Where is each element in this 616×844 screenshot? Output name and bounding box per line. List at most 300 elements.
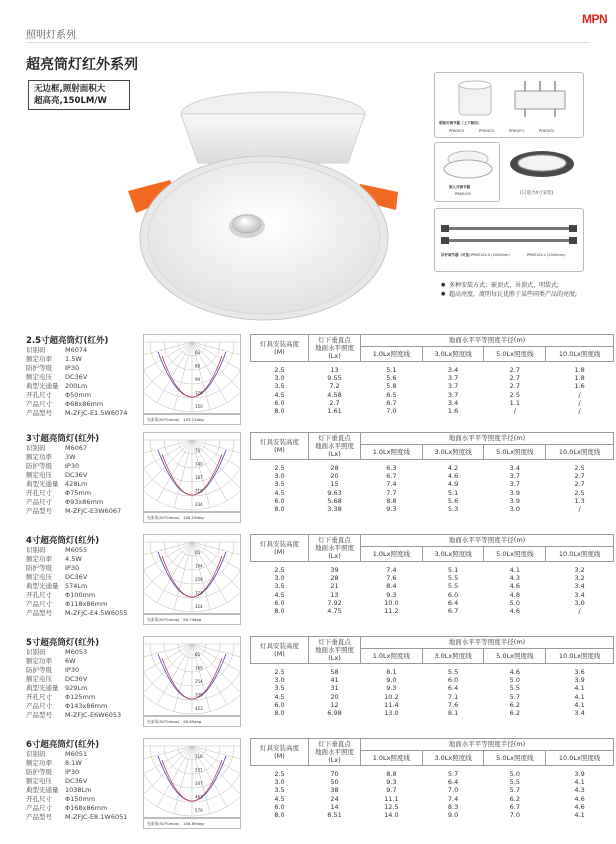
polar-ring-label: 140	[195, 461, 203, 467]
table-cell: 4.6	[509, 668, 520, 676]
polar-light-distribution-diagram	[143, 334, 241, 414]
polar-ring-label: 88	[195, 363, 201, 369]
table-cell: 15	[330, 480, 339, 489]
table-cell: 1.6	[574, 382, 585, 391]
spec-label: 典型光通量	[26, 480, 59, 488]
table-cell: 3.5	[274, 382, 285, 391]
spec-value: M-ZFJC-E6W6053	[65, 711, 122, 719]
table-cell: 4.5	[274, 390, 285, 399]
table-cell: 31	[330, 684, 339, 693]
table-cell: 3.2	[574, 574, 585, 583]
table-cell: 7.2	[329, 382, 340, 391]
table-cell: 2.7	[509, 374, 520, 383]
polar-ring-label: 347	[195, 781, 203, 786]
table-cell: 9.55	[327, 374, 342, 383]
table-cell: 6.0	[274, 398, 285, 407]
product-name: 4寸超亮筒灯(红外)	[26, 536, 100, 546]
table-cell: 7.0	[509, 811, 520, 820]
col-header-lux-line: 10.0Lx照度线	[546, 546, 614, 561]
spec-row	[26, 804, 127, 813]
spec-value: DC36V	[65, 777, 88, 785]
table-cell: 4.6	[509, 582, 520, 591]
spec-row	[26, 480, 121, 489]
spec-row	[26, 382, 127, 391]
table-cell: 4.5	[274, 794, 285, 803]
polar-ring-label: 194	[195, 563, 203, 569]
embedded-mount-model: PR60105	[455, 192, 471, 196]
spec-value: DC36V	[65, 471, 88, 479]
product-name: 2.5寸超亮筒灯(红外)	[26, 336, 109, 346]
table-cell: 4.2	[447, 464, 459, 472]
spec-label: 产品尺寸	[26, 600, 52, 608]
polar-ring-label: 324	[195, 604, 203, 609]
table-cell: 20	[330, 692, 339, 701]
table-cell: /	[578, 607, 581, 616]
table-cell: 1.3	[574, 496, 585, 505]
table-cell: 28	[330, 574, 339, 583]
table-cell: 20	[330, 472, 339, 481]
spec-value: DC36V	[65, 573, 88, 581]
table-cell: 1.6	[447, 407, 459, 416]
spec-row	[26, 759, 127, 768]
spec-value: 3W	[65, 453, 76, 461]
spec-value: Φ143x86mm	[65, 702, 108, 710]
table-cell: 6.98	[327, 709, 342, 718]
table-cell: 3.7	[509, 480, 520, 489]
table-cell: 7.4	[386, 566, 397, 574]
col-header-radius: 地面水平平等照度半径(m)	[361, 433, 614, 445]
spec-label: 产品型号	[26, 813, 52, 821]
polar-ring-label: 99	[195, 377, 201, 382]
spec-row	[26, 564, 127, 573]
table-cell: 3.0	[274, 472, 285, 481]
col-header-lux-line: 5.0Lx照度线	[484, 648, 546, 663]
spec-value: IP30	[65, 666, 80, 674]
table-cell: 3.2	[574, 566, 585, 574]
table-cell: 9.63	[327, 488, 342, 497]
table-row	[251, 803, 614, 811]
col-header-center-lux: 灯下垂直点 地面水平照度 (Lx)	[309, 739, 361, 766]
spec-value: 1038Lm	[65, 786, 92, 794]
table-cell: 7.0	[386, 407, 397, 416]
table-cell: 4.1	[574, 700, 585, 709]
col-header-lux-line: 1.0Lx照度线	[361, 750, 423, 765]
polar-ring-label: 463	[195, 794, 203, 800]
table-cell: 8.0	[274, 407, 285, 416]
polar-light-distribution-diagram	[143, 534, 241, 614]
spec-row	[26, 444, 121, 453]
table-cell: 6.0	[274, 598, 285, 607]
feature-note: ● 超高亮度，流明每瓦优胜于某些同类产品的亮度;	[441, 290, 591, 299]
spec-row	[26, 409, 127, 418]
beam-angle-label: 光束角(50％Imax)：106.89deg	[143, 818, 241, 829]
table-cell: 21	[330, 582, 339, 591]
table-cell: 3.7	[447, 374, 459, 383]
illuminance-table	[250, 534, 614, 615]
spec-row	[26, 591, 127, 600]
table-cell: 2.7	[329, 398, 340, 407]
product-name: 6寸超亮筒灯(红外)	[26, 740, 100, 750]
table-cell: 5.0	[509, 598, 520, 607]
table-cell: 5.7	[447, 770, 459, 778]
table-cell: 4.75	[327, 607, 342, 616]
surface-mount-image	[453, 77, 573, 119]
table-cell: 3.4	[447, 366, 459, 374]
table-cell: 10.0	[384, 598, 399, 607]
spec-label: 额定电压	[26, 573, 52, 581]
table-cell: 4.6	[574, 794, 585, 803]
spec-label: 产品型号	[26, 609, 52, 617]
col-header-radius: 地面水平平等照度半径(m)	[361, 535, 614, 547]
product-section	[26, 534, 601, 630]
table-cell: /	[578, 390, 581, 399]
spec-value: IP30	[65, 364, 80, 372]
spec-list	[26, 546, 127, 618]
spec-value: Φ50mm	[65, 391, 92, 399]
table-cell: 7.4	[447, 794, 459, 803]
polar-ring-label: 169	[195, 665, 203, 671]
table-cell: 4.8	[509, 590, 520, 599]
table-cell: 1.8	[574, 366, 585, 374]
col-header-lux-line: 3.0Lx照度线	[422, 346, 484, 361]
col-header-radius: 地面水平平等照度半径(m)	[361, 637, 614, 649]
product-section	[26, 636, 601, 732]
spec-label: 防护等级	[26, 462, 52, 470]
beam-angle-label: 光束角(50％Imax)：106.23deg	[143, 512, 241, 523]
table-cell: 7.4	[386, 480, 397, 489]
spec-row	[26, 355, 127, 364]
spec-row	[26, 498, 121, 507]
spec-label: 防护等级	[26, 666, 52, 674]
table-cell: 7.1	[447, 692, 459, 701]
spec-value: M6051	[65, 750, 88, 758]
table-cell: 9.7	[386, 786, 397, 795]
polar-ring-label: 126	[195, 390, 203, 396]
polar-ring-label: 187	[195, 475, 203, 480]
product-section	[26, 432, 601, 528]
table-cell: 3.5	[274, 684, 285, 693]
table-cell: 4.1	[574, 778, 585, 787]
embedded-note: (只适合4寸安装)	[520, 191, 554, 196]
table-cell: 4.1	[574, 692, 585, 701]
spec-row	[26, 702, 121, 711]
table-cell: 2.5	[274, 566, 285, 574]
table-cell: 10.2	[384, 692, 399, 701]
spec-label: 识别码	[26, 346, 46, 354]
spec-value: M6055	[65, 546, 88, 554]
table-cell: 1.1	[509, 398, 520, 407]
table-cell: 3.9	[509, 488, 520, 497]
table-cell: /	[578, 398, 581, 407]
table-cell: 9.3	[386, 590, 397, 599]
table-cell: 5.6	[386, 374, 397, 383]
table-cell: 58	[330, 668, 339, 676]
table-cell: 4.1	[574, 811, 585, 820]
table-cell: 9.3	[386, 778, 397, 787]
spec-row	[26, 582, 127, 591]
feature-notes	[441, 281, 591, 299]
suspension-rod-model-2: PR60102-L (2000mm)	[527, 253, 566, 257]
table-cell: 8.4	[386, 582, 397, 591]
table-row	[251, 591, 614, 599]
embedded-mount-image	[441, 147, 495, 183]
table-cell: 5.0	[509, 770, 520, 778]
spec-label: 开孔尺寸	[26, 489, 52, 497]
spec-label: 额定电压	[26, 471, 52, 479]
spec-label: 产品尺寸	[26, 498, 52, 506]
spec-list	[26, 648, 121, 720]
spec-label: 产品尺寸	[26, 702, 52, 710]
spec-label: 开孔尺寸	[26, 391, 52, 399]
table-cell: 7.7	[386, 488, 397, 497]
table-cell: 3.0	[274, 676, 285, 685]
illuminance-table	[250, 636, 614, 717]
downlight-product-image	[108, 88, 420, 338]
spec-row	[26, 711, 121, 720]
table-cell: 8.0	[274, 607, 285, 616]
table-cell: 2.5	[274, 770, 285, 778]
table-cell: 6.7	[386, 398, 397, 407]
table-cell: 6.3	[386, 464, 397, 472]
spec-value: Φ75mm	[65, 489, 92, 497]
table-row	[251, 574, 614, 582]
table-cell: 4.5	[274, 590, 285, 599]
table-cell: 4.3	[509, 574, 520, 583]
spec-list	[26, 750, 127, 822]
table-cell: 3.0	[274, 574, 285, 583]
col-header-height: 灯具安装高度 (M)	[251, 335, 309, 362]
spec-label: 防护等级	[26, 768, 52, 776]
suspension-rod-image	[439, 223, 579, 249]
table-cell: 5.5	[509, 778, 520, 787]
col-header-radius: 地面水平平等照度半径(m)	[361, 335, 614, 347]
spec-label: 识别码	[26, 546, 46, 554]
table-row	[251, 505, 614, 513]
table-cell: 3.5	[274, 480, 285, 489]
spec-value: 6W	[65, 657, 76, 665]
table-cell: 3.4	[509, 464, 520, 472]
table-cell: 3.0	[274, 778, 285, 787]
table-cell: 4.9	[447, 480, 459, 489]
table-row	[251, 497, 614, 505]
spec-row	[26, 364, 127, 373]
spec-row	[26, 795, 127, 804]
col-header-height: 灯具安装高度 (M)	[251, 535, 309, 562]
spec-row	[26, 786, 127, 795]
table-cell: 8.0	[274, 811, 285, 820]
table-cell: 5.3	[447, 505, 459, 514]
spec-list	[26, 444, 121, 516]
table-cell: 3.4	[574, 709, 585, 718]
col-header-lux-line: 1.0Lx照度线	[361, 546, 423, 561]
table-cell: 11.2	[384, 607, 399, 616]
table-cell: 12.5	[384, 802, 399, 811]
table-cell: 4.58	[327, 390, 342, 399]
table-cell: 6.0	[447, 590, 459, 599]
table-cell: 3.38	[327, 505, 342, 514]
polar-ring-label: 116	[195, 754, 203, 759]
table-cell: 5.7	[509, 692, 520, 701]
spec-row	[26, 648, 121, 657]
table-row	[251, 664, 614, 677]
table-cell: 5.7	[509, 786, 520, 795]
table-cell: 6.4	[447, 684, 459, 693]
col-header-lux-line: 10.0Lx照度线	[546, 346, 614, 361]
table-cell: 5.6	[447, 496, 459, 505]
table-cell: 5.68	[327, 496, 342, 505]
table-cell: 3.4	[574, 590, 585, 599]
table-cell: 6.4	[447, 598, 459, 607]
col-header-height: 灯具安装高度 (M)	[251, 637, 309, 664]
spec-row	[26, 546, 127, 555]
spec-value: Φ125mm	[65, 693, 96, 701]
spec-row	[26, 777, 127, 786]
table-cell: 14	[330, 802, 339, 811]
table-cell: 3.9	[509, 496, 520, 505]
polar-light-distribution-diagram	[143, 738, 241, 818]
spec-value: Φ118x86mm	[65, 600, 108, 608]
table-cell: 12	[330, 700, 339, 709]
surface-mount-model-2: PF60072	[479, 129, 495, 133]
table-cell: 9.0	[386, 676, 397, 685]
table-cell: 2.7	[574, 480, 585, 489]
spec-row	[26, 666, 121, 675]
col-header-lux-line: 5.0Lx照度线	[484, 546, 546, 561]
spec-label: 防护等级	[26, 564, 52, 572]
col-header-lux-line: 10.0Lx照度线	[546, 648, 614, 663]
col-header-height: 灯具安装高度 (M)	[251, 433, 309, 460]
spec-row	[26, 750, 127, 759]
table-cell: 14.0	[384, 811, 399, 820]
table-cell: 5.0	[509, 676, 520, 685]
spec-label: 产品型号	[26, 409, 52, 417]
spec-value: M6074	[65, 346, 88, 354]
table-cell: /	[578, 407, 581, 416]
table-cell: 6.4	[447, 778, 459, 787]
spec-value: IP30	[65, 462, 80, 470]
spec-row	[26, 675, 121, 684]
table-cell: 8.1	[386, 668, 397, 676]
col-header-center-lux: 灯下垂直点 地面水平照度 (Lx)	[309, 637, 361, 664]
spec-row	[26, 507, 121, 516]
surface-mount-box	[434, 72, 584, 138]
table-cell: 24	[330, 794, 339, 803]
spec-label: 典型光通量	[26, 382, 59, 390]
spec-label: 识别码	[26, 750, 46, 758]
col-header-lux-line: 10.0Lx照度线	[546, 750, 614, 765]
table-cell: 3.9	[574, 770, 585, 778]
spec-label: 产品尺寸	[26, 804, 52, 812]
table-cell: 5.5	[509, 684, 520, 693]
spec-label: 识别码	[26, 648, 46, 656]
table-cell: 4.6	[447, 472, 459, 481]
table-cell: 5.5	[447, 668, 459, 676]
spec-row	[26, 391, 127, 400]
spec-label: 额定功率	[26, 355, 52, 363]
polar-ring-label: 579	[195, 808, 203, 813]
header-divider	[26, 42, 590, 43]
feature-note: ● 多种安装方式：嵌顶式、吊顶式、明装式;	[441, 281, 591, 290]
spec-value: DC36V	[65, 675, 88, 683]
table-row	[251, 399, 614, 407]
table-cell: 7.6	[447, 700, 459, 709]
table-cell: 13	[330, 590, 339, 599]
spec-row	[26, 768, 127, 777]
spec-row	[26, 346, 127, 355]
illuminance-table	[250, 432, 614, 513]
polar-ring-label: 339	[195, 692, 203, 698]
table-cell: 7.92	[327, 598, 342, 607]
table-row	[251, 684, 614, 692]
table-cell: 6.7	[509, 802, 520, 811]
table-cell: 9.3	[386, 505, 397, 514]
table-cell: /	[513, 407, 516, 416]
table-cell: 6.2	[509, 700, 520, 709]
table-cell: 11.4	[384, 700, 399, 709]
spec-row	[26, 373, 127, 382]
spec-row	[26, 609, 127, 618]
surface-mount-model-3: PF60071	[509, 129, 525, 133]
table-cell: 2.5	[574, 464, 585, 472]
suspension-rod-box	[434, 208, 584, 272]
table-cell: 5.1	[447, 488, 459, 497]
spec-label: 产品型号	[26, 711, 52, 719]
table-cell: 41	[330, 676, 339, 685]
spec-label: 开孔尺寸	[26, 591, 52, 599]
spec-label: 产品尺寸	[26, 400, 52, 408]
slogan-line-2: 超高亮,150LM/W	[34, 96, 107, 106]
spec-list	[26, 346, 127, 418]
table-cell: 3.7	[509, 472, 520, 481]
table-cell: 8.8	[386, 496, 397, 505]
col-header-lux-line: 3.0Lx照度线	[422, 546, 484, 561]
table-cell: 2.5	[274, 668, 285, 676]
col-header-lux-line: 10.0Lx照度线	[546, 444, 614, 459]
table-cell: 6.0	[274, 496, 285, 505]
col-header-lux-line: 1.0Lx照度线	[361, 444, 423, 459]
table-cell: 3.0	[509, 505, 520, 514]
polar-ring-label: 85	[195, 652, 201, 657]
surface-mount-model-4: PF60070	[539, 129, 555, 133]
col-header-lux-line: 1.0Lx照度线	[361, 648, 423, 663]
polar-ring-label: 234	[195, 502, 203, 507]
spec-value: DC36V	[65, 373, 88, 381]
table-cell: 7.6	[386, 574, 397, 583]
table-cell: 70	[330, 770, 339, 778]
spec-label: 典型光通量	[26, 582, 59, 590]
table-cell: 28	[330, 464, 339, 472]
surface-mount-caption: 明装可调节器（上下朝向）	[439, 121, 481, 125]
table-row	[251, 709, 614, 717]
table-cell: 6.7	[386, 472, 397, 481]
spec-row	[26, 573, 127, 582]
brand-logo: MPN	[582, 12, 608, 26]
spec-value: M6053	[65, 648, 88, 656]
table-row	[251, 811, 614, 819]
table-cell: 6.0	[274, 700, 285, 709]
category-label: 照明灯系列	[26, 30, 76, 41]
spec-row	[26, 471, 121, 480]
table-cell: 6.0	[274, 802, 285, 811]
table-cell: 2.7	[509, 382, 520, 391]
col-header-center-lux: 灯下垂直点 地面水平照度 (Lx)	[309, 433, 361, 460]
table-row	[251, 693, 614, 701]
table-row	[251, 391, 614, 399]
spec-row	[26, 693, 121, 702]
polar-light-distribution-diagram	[143, 432, 241, 512]
table-cell: 2.7	[509, 366, 520, 374]
spec-row	[26, 453, 121, 462]
